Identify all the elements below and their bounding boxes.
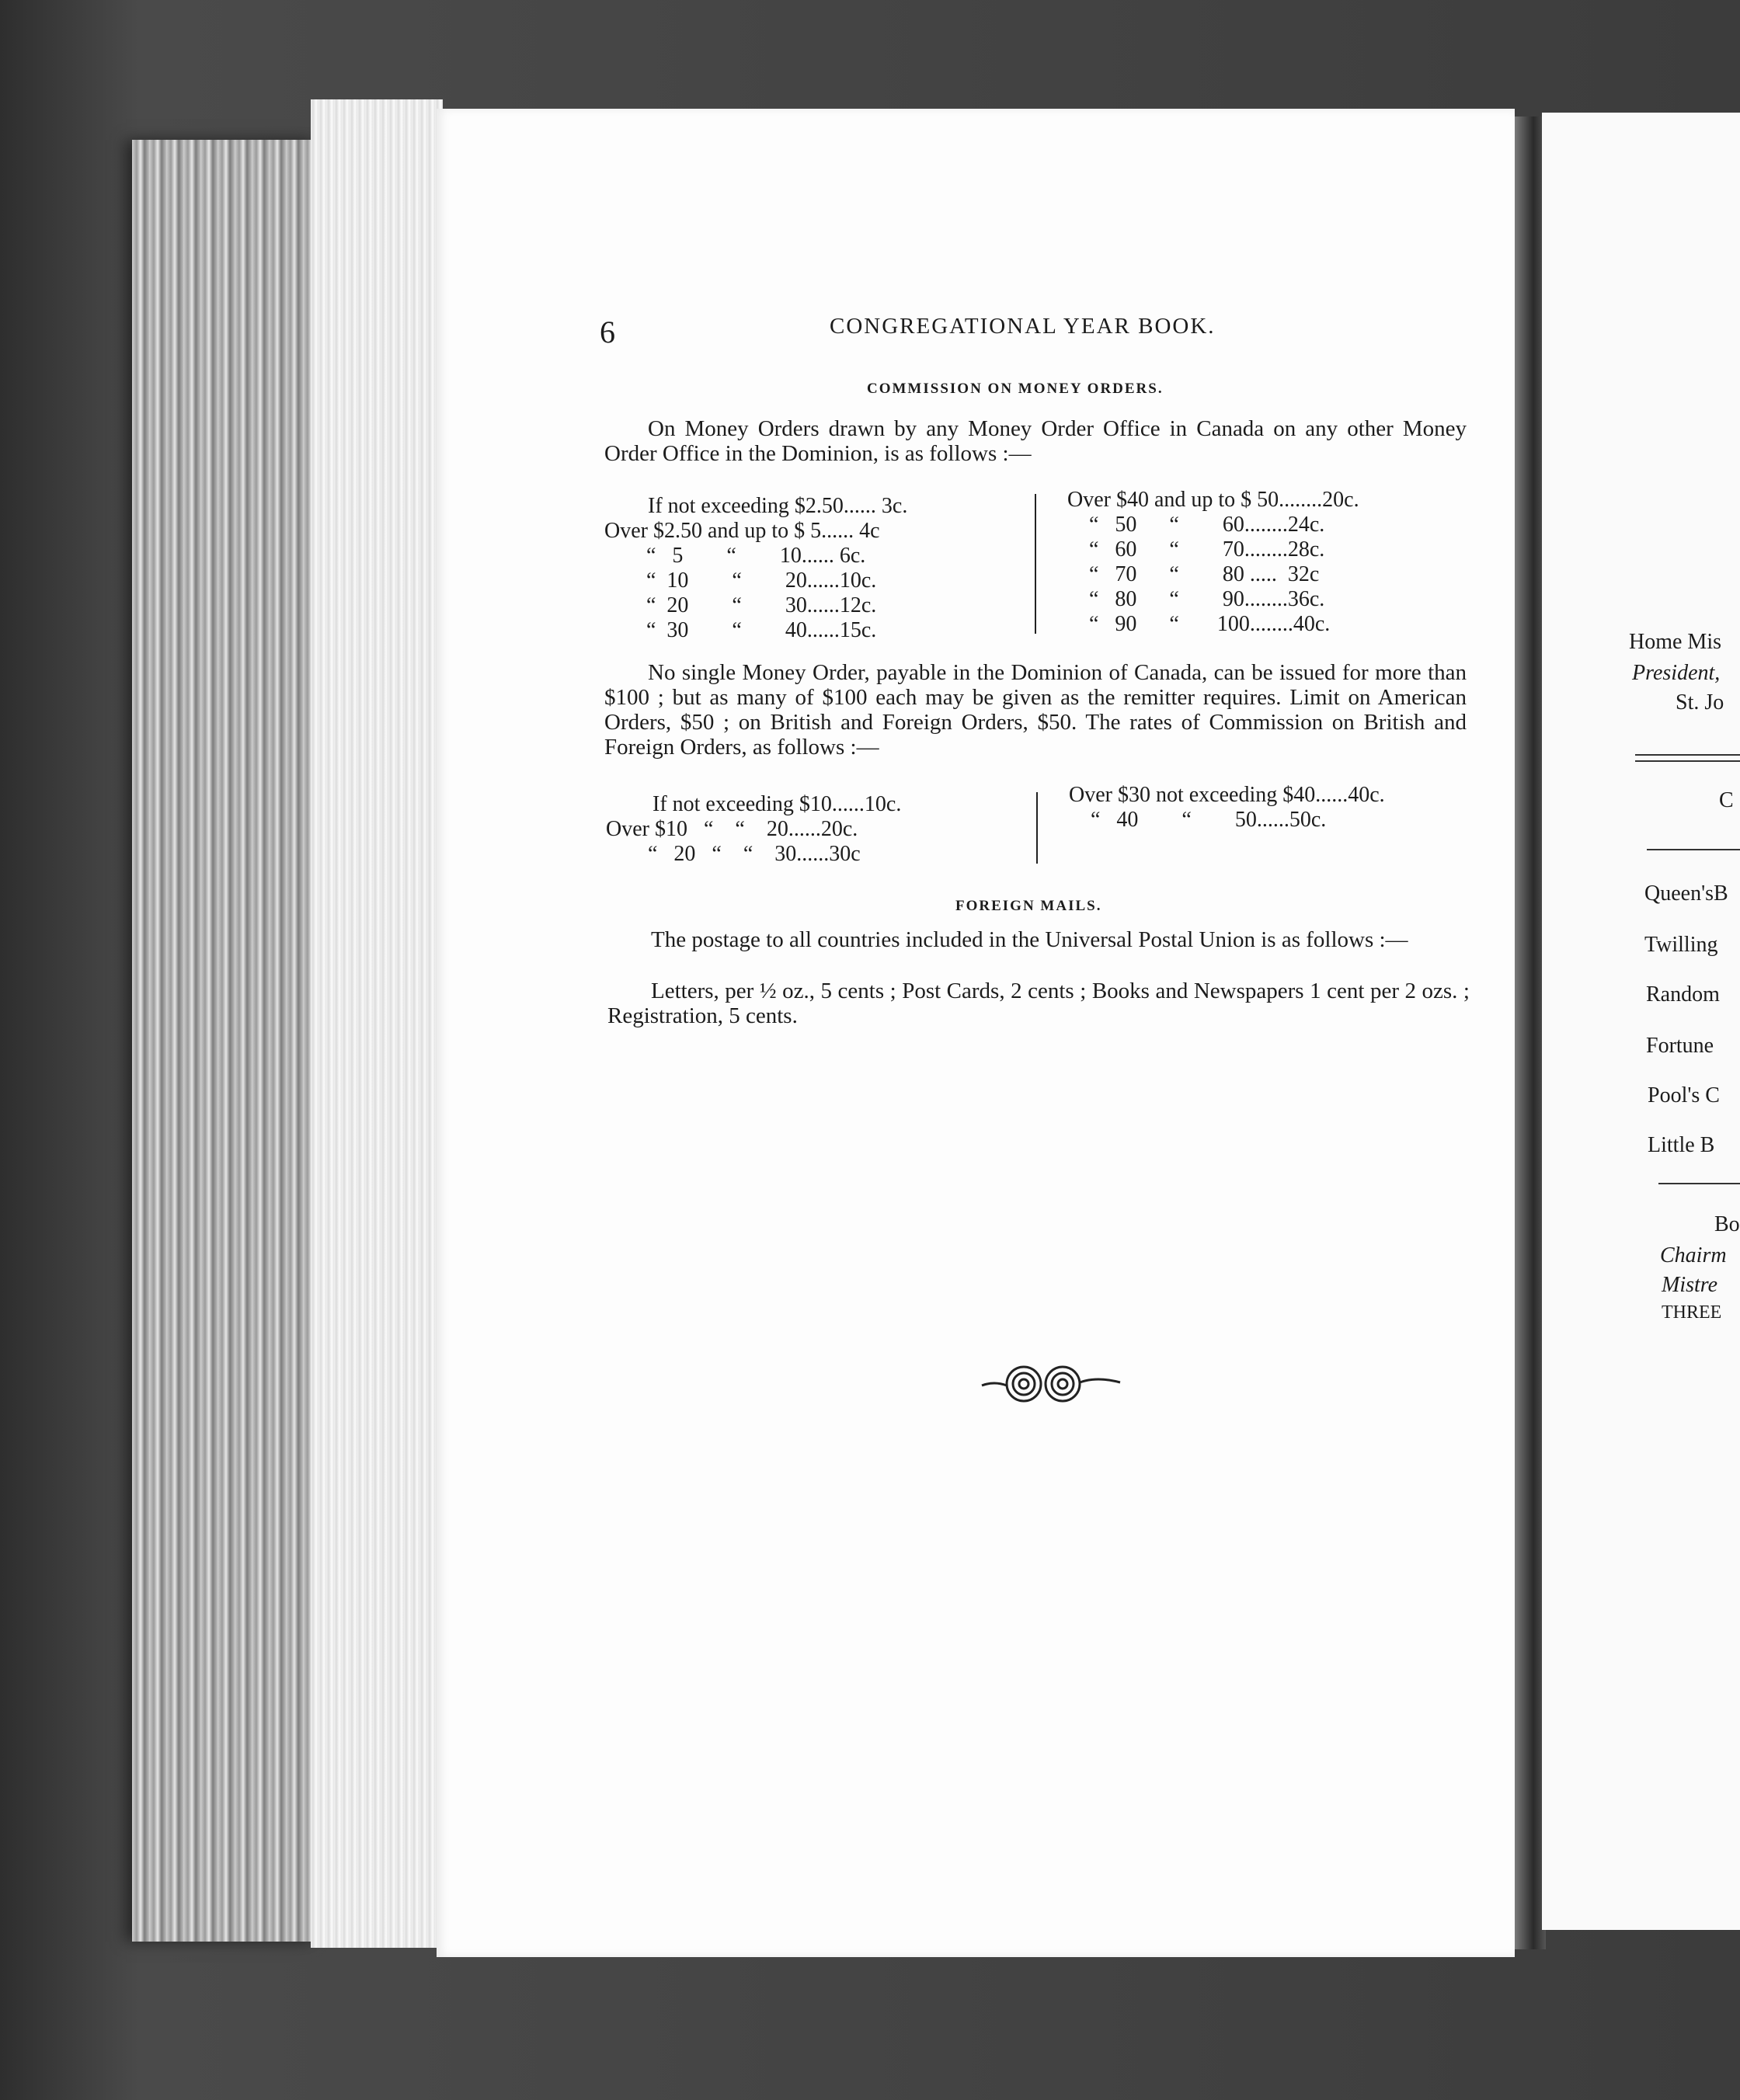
- rate-row: Over $30 not exceeding $40......40c.: [1069, 783, 1385, 807]
- rate-row: If not exceeding $2.50...... 3c.: [648, 494, 908, 518]
- money-order-limits: No single Money Order, payable in the Dominion of Canada, can be issued for more than $100 ; but as many of $100 each may be given as the remitter requires. Limit on American Orders, $50 ; on British and Foreign Orders, $50. The rates of Commission on British and Foreign Orders, as follows :—: [604, 660, 1467, 760]
- right-page-line: President,: [1632, 661, 1721, 685]
- right-page-line: Little B: [1648, 1133, 1715, 1157]
- right-page-line: Twilling: [1644, 933, 1718, 957]
- rate-row: Over $10 “ “ 20......20c.: [606, 817, 858, 841]
- rate-row: “ 40 “ 50......50c.: [1091, 808, 1327, 832]
- money-orders-heading: COMMISSION ON MONEY ORDERS.: [867, 381, 1164, 397]
- foreign-mails-heading: FOREIGN MAILS.: [955, 898, 1102, 914]
- ornament-flourish: [980, 1361, 1122, 1411]
- right-page-line: Mistre: [1662, 1273, 1718, 1297]
- right-page-line: Queen'sB: [1644, 881, 1728, 906]
- rate-row: “ 5 “ 10...... 6c.: [646, 544, 866, 568]
- column-divider: [1035, 494, 1036, 634]
- book-gutter: [1515, 116, 1546, 1949]
- right-page-rule: [1647, 849, 1740, 850]
- right-page-line: Chairm: [1660, 1243, 1727, 1267]
- rate-row: “ 80 “ 90........36c.: [1089, 587, 1325, 611]
- double-spiral-icon: [980, 1361, 1122, 1407]
- foreign-mails-rates: Letters, per ½ oz., 5 cents ; Post Cards, 2 cents ; Books and Newspapers 1 cent per 2 ozs. ; Registration, 5 cents.: [607, 979, 1470, 1028]
- rate-row: “ 60 “ 70........28c.: [1089, 537, 1325, 562]
- money-orders-intro: On Money Orders drawn by any Money Order Office in Canada on any other Money Order Office in the Dominion, is as follows :—: [604, 416, 1467, 466]
- rate-row: “ 20 “ “ 30......30c: [648, 842, 861, 866]
- rate-row: “ 90 “ 100........40c.: [1089, 612, 1331, 636]
- rate-row: Over $2.50 and up to $ 5...... 4c: [604, 519, 880, 543]
- running-title: CONGREGATIONAL YEAR BOOK.: [830, 314, 1216, 339]
- book-page-right-partial: [1542, 113, 1740, 1930]
- right-page-line: Home Mis: [1629, 630, 1721, 654]
- rate-row: Over $40 and up to $ 50........20c.: [1067, 488, 1359, 512]
- right-page-line: THREE: [1662, 1302, 1722, 1323]
- page-number: 6: [600, 315, 615, 349]
- rate-row: “ 30 “ 40......15c.: [646, 618, 877, 642]
- right-page-rule: [1635, 754, 1740, 756]
- rate-row: If not exceeding $10......10c.: [652, 792, 902, 816]
- rate-row: “ 50 “ 60........24c.: [1089, 513, 1325, 537]
- right-page-rule: [1658, 1183, 1740, 1184]
- right-page-line: C: [1719, 788, 1734, 812]
- foreign-mails-intro: The postage to all countries included in the Universal Postal Union is as follows :—: [651, 927, 1408, 952]
- rate-row: “ 70 “ 80 ..... 32c: [1089, 562, 1320, 586]
- rate-row: “ 20 “ 30......12c.: [646, 593, 877, 617]
- right-page-line: St. Jo: [1676, 690, 1724, 714]
- right-page-rule: [1635, 760, 1740, 762]
- right-page-line: Random: [1646, 982, 1720, 1007]
- right-page-line: Pool's C: [1648, 1083, 1720, 1107]
- right-page-line: Bo: [1714, 1212, 1740, 1236]
- right-page-line: Fortune: [1646, 1034, 1714, 1058]
- page-stack: [311, 99, 443, 1948]
- rate-row: “ 10 “ 20......10c.: [646, 568, 877, 593]
- book-page-edges: [132, 140, 318, 1942]
- column-divider: [1036, 792, 1038, 864]
